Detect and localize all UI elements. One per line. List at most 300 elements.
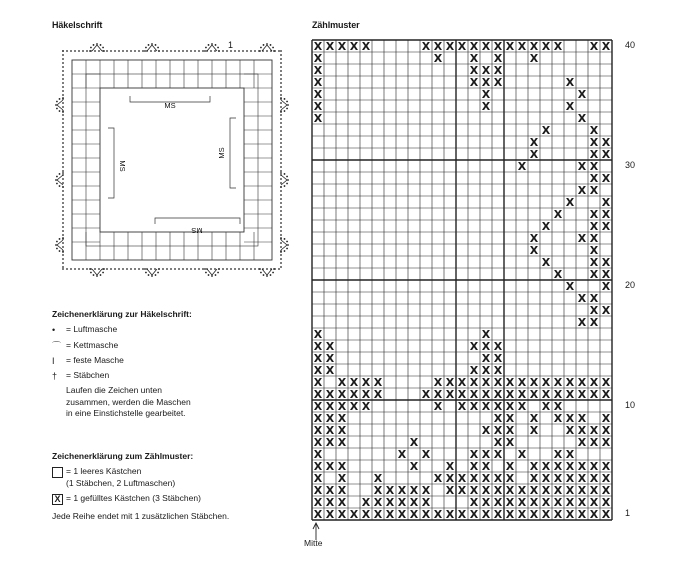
chain-stitch-icon [238,268,240,270]
chain-stitch-icon [280,82,282,84]
chain-stitch-icon [280,234,282,236]
filled-cell-mark: X [577,184,587,197]
filled-cell-mark: X [529,424,539,437]
chain-stitch-icon [66,268,68,270]
filled-cell-mark: X [457,376,467,389]
chain-stitch-icon [218,268,220,270]
filled-cell-mark: X [589,148,599,161]
legend-item-empty-box [52,466,282,489]
row-label-40: 40 [625,40,636,50]
filled-cell-mark: X [589,292,599,305]
filled-cell-mark: X [481,460,491,473]
chain-stitch-icon [154,50,156,52]
chain-stitch-icon [278,268,280,270]
filled-cell-mark: X [325,436,335,449]
filled-cell-mark: X [325,412,335,425]
chain-stitch-icon [222,268,224,270]
filled-cell-mark: X [517,496,527,509]
filled-cell-mark: X [601,280,611,293]
chain-stitch-icon [263,274,265,276]
filled-cell-mark: X [313,340,323,353]
chain-stitch-icon [260,272,262,274]
filled-cell-mark: X [541,40,551,53]
filled-cell-mark: X [541,484,551,497]
chain-stitch-icon [280,102,282,104]
filled-cell-mark: X [565,388,575,401]
filled-cell-mark: X [589,508,599,521]
chain-stitch-icon [62,234,64,236]
filled-cell-mark: X [553,472,563,485]
filled-cell-mark: X [577,412,587,425]
filled-cell-mark: X [373,508,383,521]
filled-cell-mark: X [541,376,551,389]
filled-cell-mark: X [577,436,587,449]
filled-cell-mark: X [349,400,359,413]
filled-cell-mark: X [469,448,479,461]
filled-cell-mark: X [505,424,515,437]
ms-label: MS [118,160,127,172]
filled-cell-mark: X [529,376,539,389]
filled-cell-mark: X [505,484,515,497]
filled-cell-mark: X [589,136,599,149]
chain-stitch-icon [280,114,282,116]
chain-stitch-icon [204,268,206,270]
chain-stitch-icon [280,74,282,76]
chain-stitch-icon [273,50,275,52]
filled-cell-mark: X [481,364,491,377]
chain-stitch-icon [62,178,64,180]
filled-cell-mark: X [433,508,443,521]
filled-cell-mark: X [565,484,575,497]
filled-cell-mark: X [469,508,479,521]
chain-stitch-icon [280,94,282,96]
filled-cell-mark: X [445,40,455,53]
chain-stitch-icon [280,134,282,136]
chain-stitch-icon [222,50,224,52]
chain-stitch-icon [62,202,64,204]
chain-stitch-icon [62,246,64,248]
chart-legend [52,451,282,523]
filled-cell-mark: X [313,76,323,89]
filled-cell-mark: X [565,100,575,113]
chain-stitch-icon [254,50,256,52]
filled-cell-mark: X [505,400,515,413]
filled-cell-mark: X [469,484,479,497]
filled-cell-mark: X [589,436,599,449]
chain-stitch-icon [215,44,217,46]
filled-cell-mark: X [601,472,611,485]
chain-stitch-icon [250,50,252,52]
filled-cell-mark: X [589,256,599,269]
chain-stitch-icon [62,126,64,128]
chain-stitch-icon [62,206,64,208]
chain-stitch-icon [110,268,112,270]
filled-cell-mark: X [577,292,587,305]
filled-cell-mark: X [361,496,371,509]
chain-stitch-icon [106,50,108,52]
filled-cell-mark: X [529,472,539,485]
chain-stitch-icon [157,47,159,49]
filled-cell-mark: X [325,424,335,437]
filled-cell-mark: X [337,376,347,389]
filled-cell-mark: X [385,508,395,521]
filled-cell-mark: X [325,352,335,365]
filled-cell-mark: X [469,388,479,401]
chain-stitch-icon [259,50,261,52]
filled-cell-mark: X [325,40,335,53]
filled-cell-mark: X [529,40,539,53]
filled-cell-mark: X [493,388,503,401]
chain-stitch-icon [214,268,216,270]
stitch-fan [57,175,63,185]
filled-cell-mark: X [373,484,383,497]
filled-cell-mark: X [601,412,611,425]
chain-stitch-icon [280,178,282,180]
filled-cell-mark: X [421,40,431,53]
chain-stitch-icon [134,50,136,52]
chain-stitch-icon [170,50,172,52]
chain-stitch-icon [280,70,282,72]
chain-stitch-icon [142,50,144,52]
chain-border [62,50,282,270]
filled-cell-mark: X [421,484,431,497]
chain-stitch-icon [280,226,282,228]
filled-cell-mark: X [541,496,551,509]
filled-cell-mark: X [409,460,419,473]
filled-cell-mark: X [421,388,431,401]
filled-cell-mark: X [493,352,503,365]
filled-cell-mark: X [553,388,563,401]
chain-stitch-icon [62,214,64,216]
legend-item-text: = 1 gefülltes Kästchen (3 Stäbchen) [66,493,201,504]
chain-stitch-icon [62,158,64,160]
filled-cell-mark: X [421,448,431,461]
filled-cell-mark: X [313,436,323,449]
filled-cell-mark: X [313,328,323,341]
filled-cell-mark: X [601,304,611,317]
filled-cell-mark: X [565,508,575,521]
filled-cell-mark: X [565,376,575,389]
filled-cell-mark: X [493,508,503,521]
chain-stitch-icon [162,50,164,52]
filled-cell-mark: X [505,376,515,389]
filled-cell-mark: X [493,436,503,449]
filled-cell-mark: X [397,484,407,497]
filled-cell-mark: X [481,388,491,401]
filled-cell-mark: X [433,472,443,485]
filled-cell-mark: X [529,496,539,509]
chain-stitch-icon [78,268,80,270]
filled-box-icon: X [52,494,63,505]
filled-cell-mark: X [565,76,575,89]
filled-cell-mark: X [361,40,371,53]
filled-cell-mark: X [493,40,503,53]
filled-cell-mark: X [553,40,563,53]
chain-stitch-icon [102,272,104,274]
filled-cell-mark: X [469,460,479,473]
chain-stitch-icon [62,122,64,124]
chain-stitch-icon [280,90,282,92]
legend-note: in eine Einstichstelle gearbeitet. [66,407,186,418]
filled-cell-mark: X [529,484,539,497]
filled-cell-mark: X [469,472,479,485]
chain-stitch-icon [280,146,282,148]
filled-cell-mark: X [433,400,443,413]
ms-label: MS [217,147,226,159]
stitch-fan [262,45,272,51]
filled-cell-mark: X [337,424,347,437]
chain-stitch-icon [158,50,160,52]
chain-stitch-icon [74,50,76,52]
chain-stitch-icon [202,50,204,52]
filled-cell-mark: X [313,508,323,521]
legend-item-feste-masche [52,355,282,367]
stitch-fan [281,100,287,110]
chain-stitch-icon [166,268,168,270]
filled-cell-mark: X [313,412,323,425]
filled-cell-mark: X [445,472,455,485]
chain-stitch-icon [218,50,220,52]
filled-cell-mark: X [553,376,563,389]
chain-stitch-icon [86,50,88,52]
filled-cell-mark: X [577,112,587,125]
chain-stitch-icon [186,268,188,270]
filled-cell-mark: X [565,424,575,437]
filled-cell-mark: X [457,400,467,413]
filled-cell-mark: X [589,496,599,509]
chain-stitch-icon [170,268,172,270]
chain-stitch-icon [182,50,184,52]
filled-cell-mark: X [541,220,551,233]
crochet-diagram [52,30,292,280]
chain-stitch-icon [194,268,196,270]
chain-stitch-icon [242,50,244,52]
chain-stitch-icon [62,94,64,96]
chain-stitch-icon [59,173,61,175]
chain-stitch-icon [226,50,228,52]
chain-stitch-icon [280,50,282,52]
ms-label: MS [164,101,176,110]
filled-cell-mark: X [457,40,467,53]
chain-stitch-icon [284,238,286,240]
chain-stitch-icon [62,130,64,132]
ms-bracket [155,218,240,224]
filled-cell-mark: X [541,472,551,485]
filled-cell-mark: X [541,400,551,413]
filled-cell-mark: X [577,160,587,173]
chain-stitch-icon [103,50,105,52]
chain-stitch-icon [202,268,204,270]
filled-cell-mark: X [589,160,599,173]
filled-cell-mark: X [505,436,515,449]
chain-stitch-icon [270,44,272,46]
filled-cell-mark: X [601,484,611,497]
filled-cell-mark: X [589,316,599,329]
filled-cell-mark: X [565,448,575,461]
chain-stitch-icon [122,268,124,270]
chain-stitch-icon [118,50,120,52]
chain-stitch-icon [280,258,282,260]
filled-cell-mark: X [601,508,611,521]
filled-cell-mark: X [577,88,587,101]
filled-cell-mark: X [313,364,323,377]
chain-stitch-icon [280,246,282,248]
filled-cell-mark: X [577,508,587,521]
chain-stitch-icon [94,50,96,52]
round-start-number: 1 [228,40,234,50]
filled-cell-mark: X [553,484,563,497]
filled-cell-mark: X [589,220,599,233]
chain-stitch-icon [62,262,64,264]
filled-cell-mark: X [325,496,335,509]
filled-cell-mark: X [589,184,599,197]
chain-stitch-icon [280,222,282,224]
filled-cell-mark: X [553,508,563,521]
chain-stitch-icon [142,268,144,270]
chain-stitch-icon [280,58,282,60]
chain-stitch-icon [280,170,282,172]
chain-stitch-icon [280,97,282,99]
center-label: Mitte [304,538,323,548]
filled-cell-mark: X [529,232,539,245]
chain-stitch-icon [270,274,272,276]
filled-cell-mark: X [589,232,599,245]
filled-cell-mark: X [469,40,479,53]
filled-cell-mark: X [481,424,491,437]
filled-cell-mark: X [313,484,323,497]
filled-cell-mark: X [601,388,611,401]
filled-cell-mark: X [469,64,479,77]
filled-cell-mark: X [313,376,323,389]
chain-stitch-icon [59,250,61,252]
crochet-diagram-title: Häkelschrift [52,20,103,30]
stitch-fan [147,269,157,275]
chain-stitch-icon [155,274,157,276]
filled-cell-mark: X [589,268,599,281]
chain-stitch-icon [62,154,64,156]
chain-stitch-icon [62,82,64,84]
filled-cell-mark: X [493,496,503,509]
filled-cell-mark: X [349,40,359,53]
chain-stitch-icon [62,190,64,192]
chain-stitch-icon [138,268,140,270]
filled-cell-mark: X [601,460,611,473]
filled-cell-mark: X [577,424,587,437]
filled-cell-mark: X [601,196,611,209]
row-label-20: 20 [625,280,636,290]
filled-cell-mark: X [589,472,599,485]
chain-stitch-icon [272,272,274,274]
legend-note: Laufen die Zeichen unten [66,385,162,396]
filled-cell-mark: X [565,472,575,485]
chain-stitch-icon [62,237,64,239]
chain-stitch-icon [280,214,282,216]
chain-stitch-icon [194,50,196,52]
filled-cell-mark: X [565,196,575,209]
chain-stitch-icon [82,50,84,52]
chain-stitch-icon [263,44,265,46]
chain-stitch-icon [59,185,61,187]
chain-stitch-icon [286,176,288,178]
chain-stitch-icon [166,50,168,52]
filled-cell-mark: X [337,496,347,509]
chain-stitch-icon [280,266,282,268]
chain-stitch-icon [208,44,210,46]
stitch-fan [281,175,287,185]
filled-cell-mark: X [313,460,323,473]
chain-stitch-icon [70,268,72,270]
chain-stitch-icon [114,50,116,52]
chain-stitch-icon [62,182,64,184]
filled-cell-mark: X [505,496,515,509]
filled-cell-mark: X [313,88,323,101]
chain-stitch-icon [62,86,64,88]
filled-cell-mark: X [601,436,611,449]
filled-cell-mark: X [457,472,467,485]
legend-item-text: = Luftmasche [66,324,118,335]
legend-item-kettmasche [52,340,282,352]
filled-cell-mark: X [433,388,443,401]
chain-stitch-icon [98,50,100,52]
filled-cell-mark: X [493,424,503,437]
chain-stitch-icon [98,268,100,270]
chain-stitch-icon [62,102,64,104]
filled-cell-mark: X [553,448,563,461]
filled-cell-mark: X [601,172,611,185]
chain-stitch-icon [130,268,132,270]
chain-stitch-icon [106,268,108,270]
chain-stitch-icon [284,173,286,175]
chain-stitch-icon [130,50,132,52]
chain-stitch-icon [280,138,282,140]
chain-stitch-icon [56,101,58,103]
chain-stitch-icon [93,274,95,276]
chain-stitch-icon [86,268,88,270]
chain-stitch-icon [280,254,282,256]
legend-item-filled-box [52,493,282,505]
chain-stitch-icon [56,183,58,185]
chain-stitch-icon [260,47,262,49]
chain-stitch-icon [62,74,64,76]
filled-cell-mark: X [529,244,539,257]
chain-stitch-icon [62,210,64,212]
filled-cell-mark: X [385,496,395,509]
filled-cell-mark: X [313,52,323,65]
filled-cell-mark: X [553,268,563,281]
chain-stitch-icon [280,242,282,244]
filled-cell-mark: X [373,472,383,485]
filled-cell-mark: X [529,388,539,401]
chain-stitch-icon [62,172,64,174]
filled-cell-mark: X [469,400,479,413]
ms-bracket [230,118,236,188]
filled-cell-mark: X [565,460,575,473]
chain-stitch-icon [280,172,282,174]
chain-stitch-icon [59,98,61,100]
filled-cell-mark: X [409,496,419,509]
filled-cell-mark: X [337,472,347,485]
filled-cell-mark: X [409,508,419,521]
filled-cell-mark: X [313,472,323,485]
filled-cell-mark: X [337,484,347,497]
filled-cell-mark: X [589,40,599,53]
chain-stitch-icon [62,70,64,72]
filled-cell-mark: X [577,388,587,401]
chain-stitch-icon [198,268,200,270]
chain-stitch-icon [100,274,102,276]
crochet-frame [72,60,272,260]
filled-cell-mark: X [445,460,455,473]
